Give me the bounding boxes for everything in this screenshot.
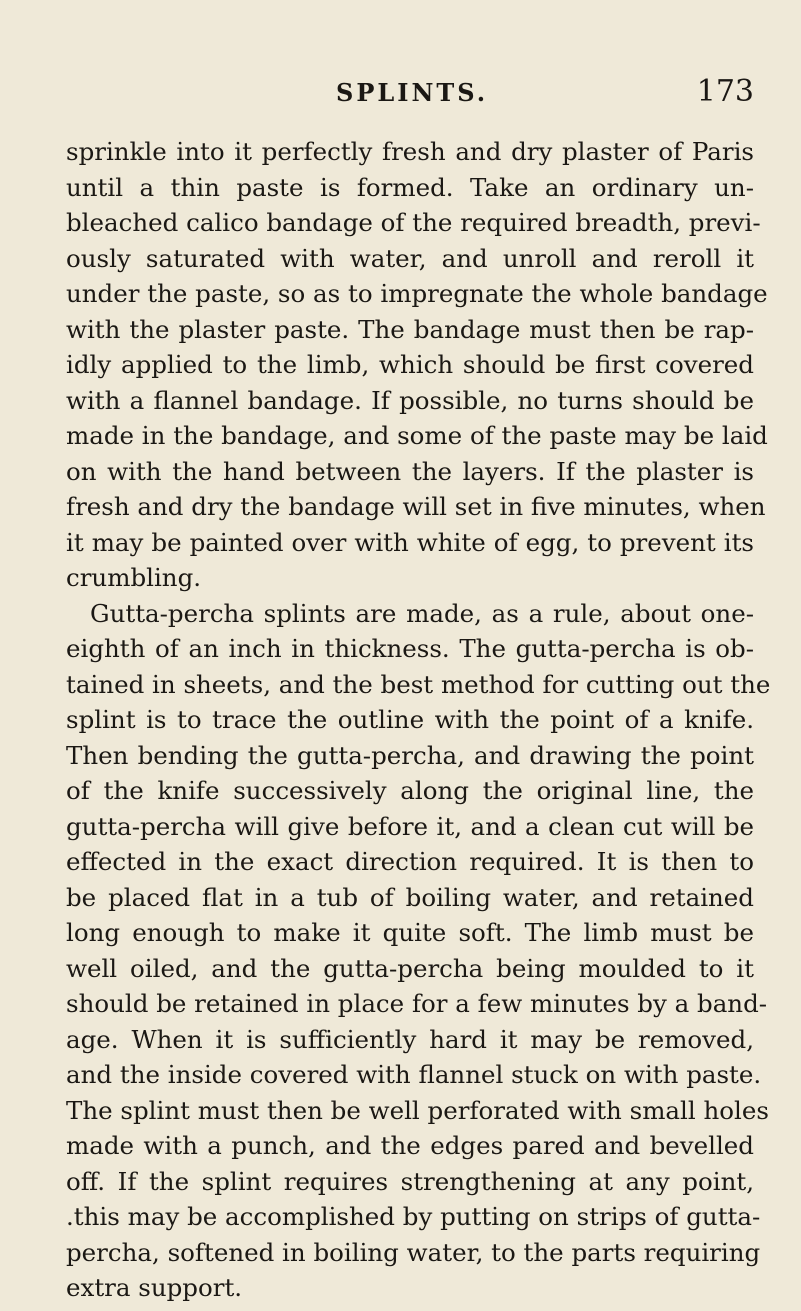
body-text [66,134,771,1306]
text-line: .this may be accomplished by putting on strips of gutta- [66,1202,761,1231]
paragraph-start-line: Gutta-percha splints are made, as a rule, about one- [90,598,754,628]
text-line: effected in the exact direction required. It is then to [66,847,754,876]
text-line: age. When it is sufficiently hard it may be removed, [66,1024,754,1054]
text-line: splint is to trace the outline with the point of a knife. [66,705,754,734]
text-line: be placed flat in a tub of boiling water, and retained [66,882,754,912]
text-line: tained in sheets, and the best method for cutting out the [66,669,771,699]
text-line: percha, softened in boiling water, to the parts requiring [66,1237,761,1267]
paragraph-end-line: crumbling. [66,563,202,592]
text-line: fresh and dry the bandage will set in five minutes, when [66,492,766,521]
text-line: of the knife successively along the original line, the [66,776,754,805]
text-line: bleached calico bandage of the required breadth, previ- [66,208,761,237]
text-line: with a flannel bandage. If possible, no turns should be [66,385,754,415]
text-line: eighth of an inch in thickness. The gutta-percha is ob- [66,634,754,663]
text-line: The splint must then be well perforated with small holes [66,1095,769,1125]
text-line: made with a punch, and the edges pared and bevelled [66,1131,754,1160]
text-line: under the paste, so as to impregnate the whole bandage [66,279,768,308]
text-line: with the plaster paste. The bandage must then be rap- [66,314,754,344]
text-line: should be retained in place for a few minutes by a band- [66,989,768,1018]
text-line: Then bending the gutta-percha, and drawing the point [66,740,754,770]
text-line: and the inside covered with flannel stuck on with paste. [66,1060,762,1089]
text-line: sprinkle into it perfectly fresh and dry plaster of Paris [66,137,754,166]
page-number: 173 [696,74,754,109]
text-line: until a thin paste is formed. Take an ordinary un- [66,172,754,202]
text-line: gutta-percha will give before it, and a clean cut will be [66,811,754,841]
text-line: well oiled, and the gutta-percha being moulded to it [66,953,754,983]
text-line: ously saturated with water, and unroll and reroll it [66,243,754,273]
paragraph-end-line: extra support. [66,1273,243,1302]
text-line: idly applied to the limb, which should be first covered [66,350,754,379]
text-line: it may be painted over with white of egg, to prevent its [66,527,754,557]
text-line: off. If the splint requires strengthening at any point, [66,1166,754,1196]
text-line: on with the hand between the layers. If the plaster is [66,456,754,486]
text-line: long enough to make it quite soft. The limb must be [66,918,754,947]
running-title: SPLINTS. [336,78,489,107]
text-line: made in the bandage, and some of the paste may be laid [66,421,768,450]
running-header [66,74,754,110]
